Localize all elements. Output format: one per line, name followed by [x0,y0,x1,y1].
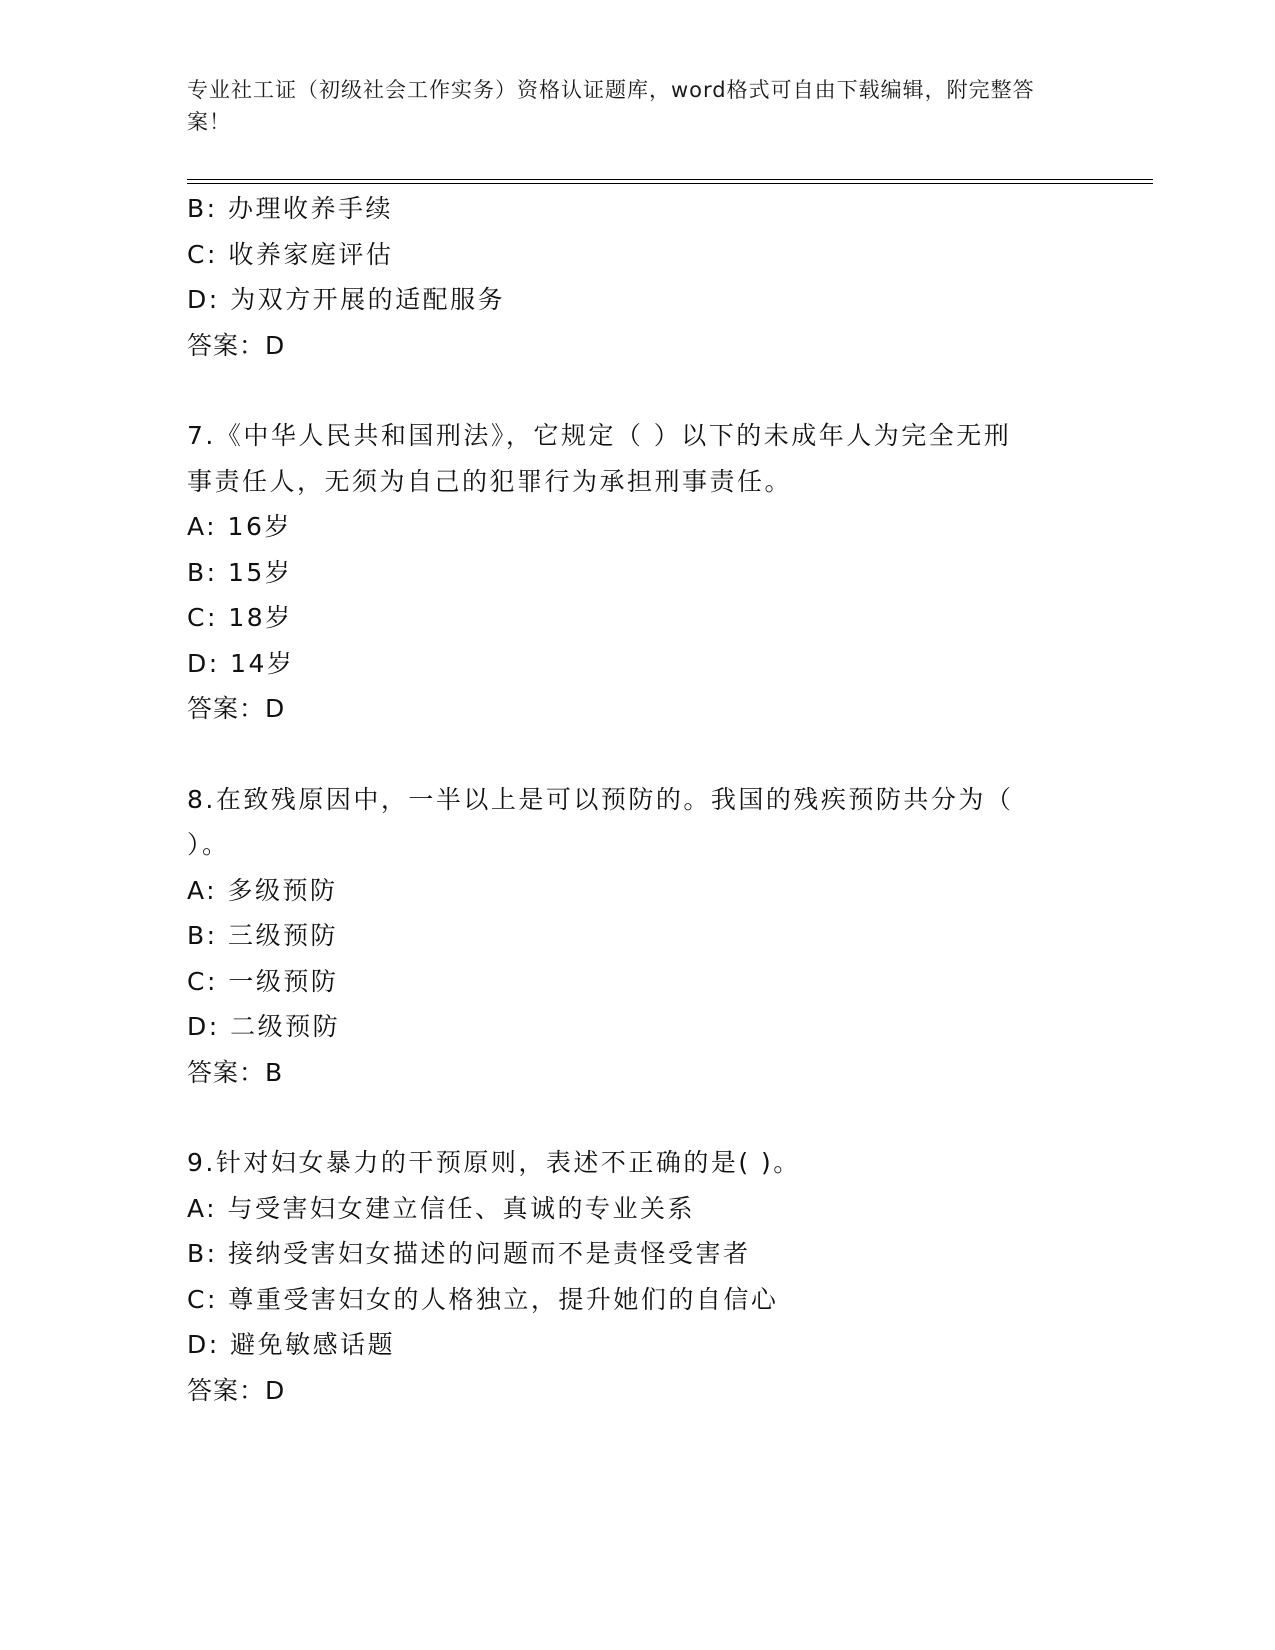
option-d: D: 为双方开展的适配服务 [187,285,506,314]
option-b: B: 三级预防 [187,921,339,950]
answer-line: 答案：B [187,1057,284,1087]
spacer [187,368,1087,413]
question-list [187,186,1087,1413]
answer-line: 答案：D [187,1375,286,1405]
spacer [187,732,1087,777]
question-stem-continued: ）。 [187,830,230,859]
page-header: 专业社工证（初级社会工作实务）资格认证题库，word格式可自由下载编辑，附完整答案！ [187,78,1035,134]
option-d: D: 避免敏感话题 [187,1330,396,1359]
option-b: B: 办理收养手续 [187,194,394,223]
question-stem-continued: 事责任人，无须为自己的犯罪行为承担刑事责任。 [187,466,793,496]
question-block-8 [187,777,1087,1096]
option-c: C: 18岁 [187,603,293,632]
question-block-9 [187,1140,1087,1413]
option-a: A: 16岁 [187,512,292,541]
question-stem: 8.在致残原因中，一半以上是可以预防的。我国的残疾预防共分为（ [187,784,1014,814]
header-divider [187,179,1153,184]
option-b: B: 接纳受害妇女描述的问题而不是责怪受害者 [187,1239,751,1268]
spacer [187,1095,1087,1140]
option-b: B: 15岁 [187,557,293,587]
option-c: C: 尊重受害妇女的人格独立，提升她们的自信心 [187,1284,779,1314]
option-c: C: 收养家庭评估 [187,239,394,269]
option-a: A: 多级预防 [187,875,338,905]
question-stem: 9.针对妇女暴力的干预原则，表述不正确的是( )。 [187,1148,801,1177]
option-d: D: 二级预防 [187,1012,341,1041]
question-stem: 7.《中华人民共和国刑法》，它规定（ ）以下的未成年人为完全无刑 [187,421,1012,450]
option-d: D: 14岁 [187,648,295,678]
question-block-7 [187,413,1087,732]
option-c: C: 一级预防 [187,966,339,996]
answer-line: 答案：D [187,330,286,360]
question-block-prev [187,186,1087,368]
answer-line: 答案：D [187,694,286,723]
option-a: A: 与受害妇女建立信任、真诚的专业关系 [187,1193,696,1223]
